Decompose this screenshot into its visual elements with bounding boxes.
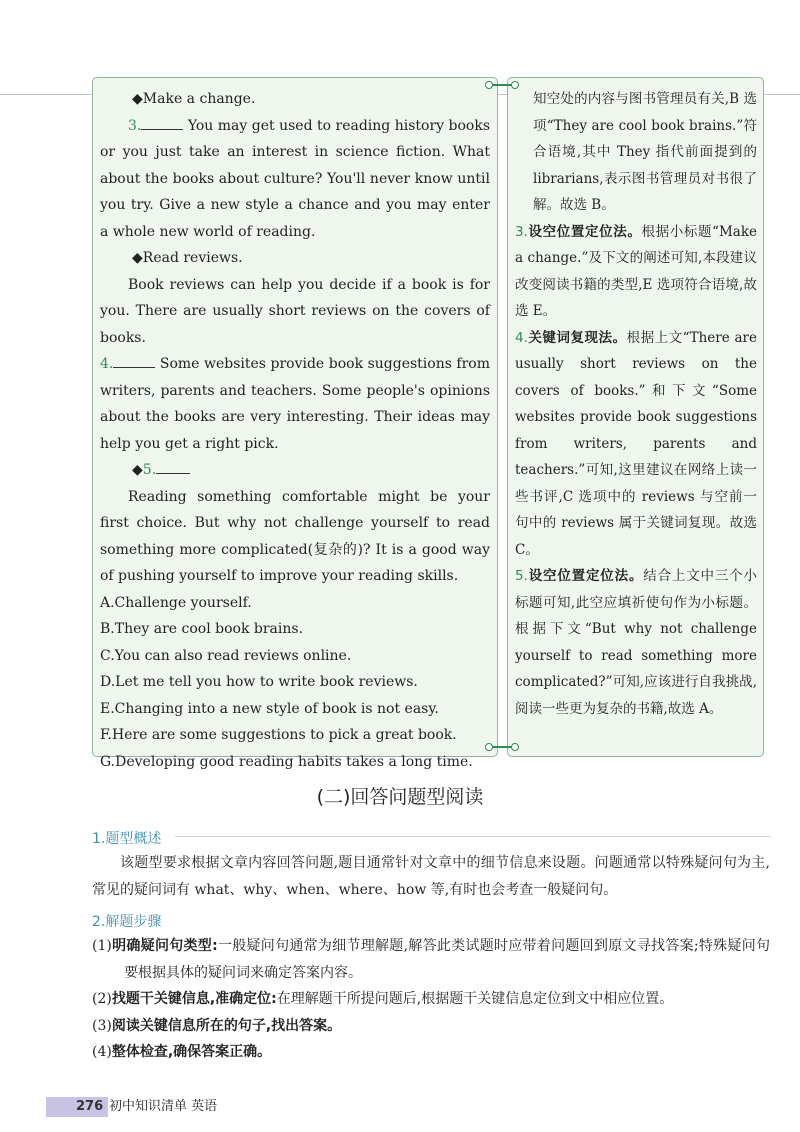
steps-list [92,933,770,1066]
book-title: 初中知识清单 英语 [109,1099,218,1114]
connector-dot [511,743,519,751]
passage-text [100,86,490,775]
answer-blank-4[interactable] [113,353,155,368]
section-title: (二)回答问题型阅读 [316,786,484,808]
paragraph-q4: 4. Some websites provide book suggestions from writers, parents and teachers. Some people's opinions about the books are very interesting. Their ideas may help you get a right pick. [100,351,490,457]
subheading-q5: ◆5. [100,457,490,484]
paragraph-last: Reading something comfortable might be your first choice. But why not challenge yourself to read something more complicated(复杂的)? It is a good way of pushing yourself to improve your reading skills. [100,488,490,584]
paragraph-q3: 3. You may get used to reading history books or you just take an interest in science fiction. What about the books about culture? You'll never know until you try. Give a new style a chance and you may enter a whole new world of reading. [100,113,490,246]
answer-blank-5[interactable] [156,459,190,474]
subsection-rule [175,836,770,837]
explanation-4: 4.关键词复现法。根据上文“There are usually short reviews on the covers of books.”和下文“Some websites provide book suggestions from writers, parents and teachers.”可知,这里建议在网络上读一些书评,C 选项中的 reviews 与空前一句中的 reviews 属于关键词复现。故选 C。 [515,329,758,558]
step-item: (2)找题干关键信息,准确定位:在理解题干所提问题后,根据题干关键信息定位到文中相应位置。 [92,991,674,1007]
step-item: (3)阅读关键信息所在的句子,找出答案。 [92,1017,342,1034]
overview-text [92,850,770,903]
subsection-heading-steps: 2.解题步骤 [92,914,162,930]
option-a: A.Challenge yourself. [100,594,252,611]
option-b: B.They are cool book brains. [100,621,304,637]
option-f: F.Here are some suggestions to pick a great book. [100,727,457,743]
explanation-2-continued: 知空处的内容与图书管理员有关,B 选项“They are cool book brains.”符合语境,其中 They 指代前面提到的 librarians,表示图书管理员对书很了解。故选 B。 [533,91,757,213]
step-item: (4)整体检查,确保答案正确。 [92,1044,272,1060]
option-c: C.You can also read reviews online. [100,647,352,664]
option-e: E.Changing into a new style of book is not easy. [100,700,439,717]
subsection-heading-overview: 1.题型概述 [92,831,162,847]
option-g: G.Developing good reading habits takes a long time. [100,753,473,770]
subheading-make-change: ◆Make a change. [132,91,256,107]
explanation-text [515,86,757,722]
explanation-5: 5.设空位置定位法。结合上文中三个小标题可知,此空应填祈使句作为小标题。根据下文“But why not challenge yourself to read something more complicated?”可知,应该进行自我挑战,阅读一些更为复杂的书籍,故选 A。 [515,568,758,717]
subheading-read-reviews: ◆Read reviews. [132,250,243,266]
option-d: D.Let me tell you how to write book reviews. [100,674,418,690]
page-number: 276 [76,1099,104,1114]
overview-paragraph: 该题型要求根据文章内容回答问题,题目通常针对文章中的细节信息来设题。问题通常以特殊疑问句为主,常见的疑问词有 what、why、when、where、how 等,有时也会考查一般疑问句。 [92,855,770,898]
paragraph-reviews: Book reviews can help you decide if a book is for you. There are usually short reviews on the covers of books. [100,276,490,346]
answer-blank-3[interactable] [141,115,183,130]
step-item: (1)明确疑问句类型:一般疑问句通常为细节理解题,解答此类试题时应带着问题回到原文寻找答案;特殊疑问句要根据具体的疑问词来确定答案内容。 [92,938,770,981]
explanation-3: 3.设空位置定位法。根据小标题“Make a change.”及下文的阐述可知,本段建议改变阅读书籍的类型,E 选项符合语境,故选 E。 [515,223,758,319]
